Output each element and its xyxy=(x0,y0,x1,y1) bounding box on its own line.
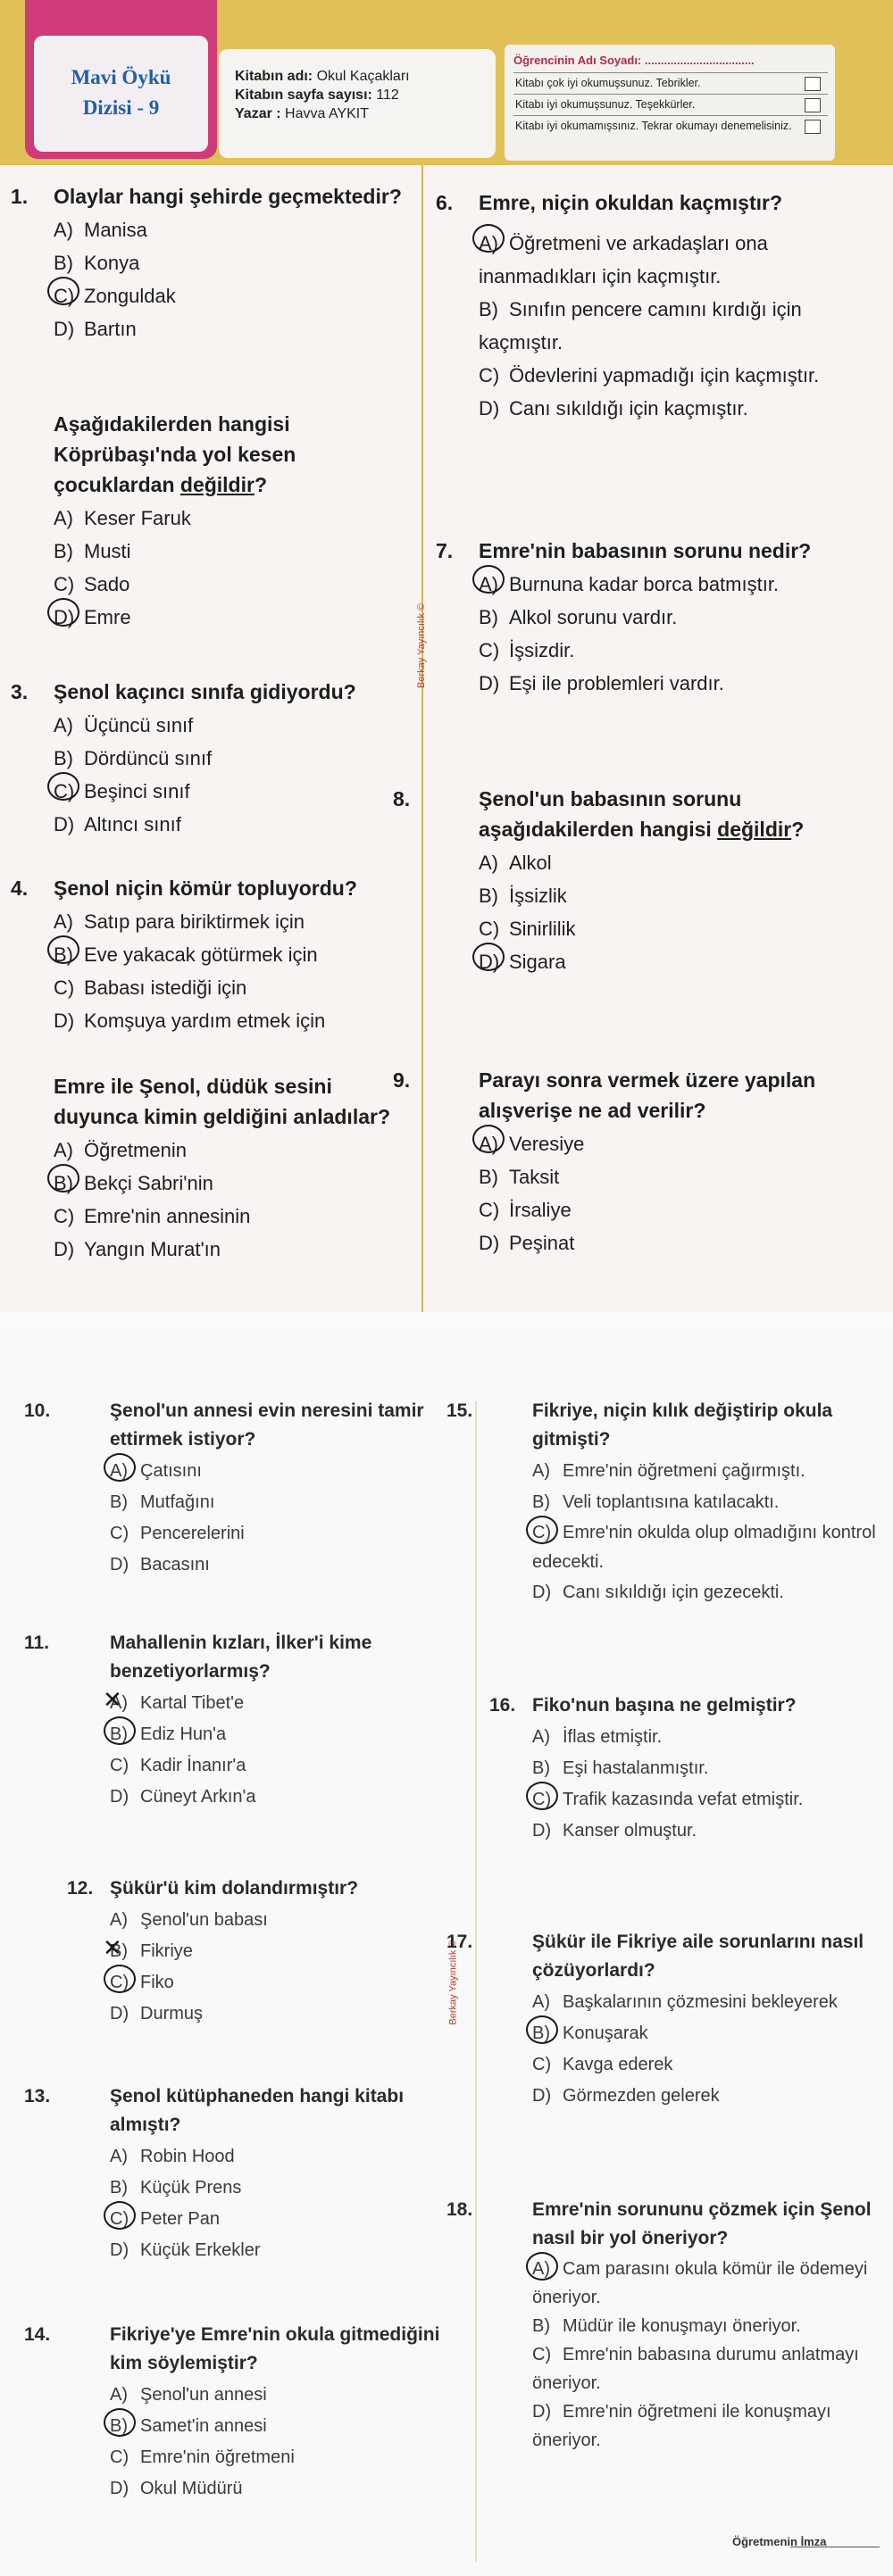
option-selected[interactable]: C) Emre'nin okulda olup olmadığını kontrol edecekti. xyxy=(489,1518,882,1577)
option-selected[interactable]: B) Ediz Hun'a xyxy=(67,1719,464,1750)
question-2: Aşağıdakilerden hangisi Köprübaşı'nda yol kesen çocuklardan değildir? A) Keser Faruk B) Musti C) Sado D) Emre xyxy=(11,409,408,634)
eval-row: Kitabı iyi okumamışsınız. Tekrar okumayı denemelisiniz. xyxy=(513,115,828,137)
publisher-mark: Berkay Yayıncılık © xyxy=(416,602,427,688)
question-5: Emre ile Şenol, düdük sesini duyunca kimin geldiğini anladılar? A) Öğretmenin B) Bekçi Sabri'nin C) Emre'nin annesinin D) Yangın Murat'ın xyxy=(11,1071,408,1266)
option[interactable]: C) Babası istediği için xyxy=(54,976,247,999)
option[interactable]: B) Veli toplantısına katılacaktı. xyxy=(532,1492,780,1512)
option[interactable]: A) Emre'nin öğretmeni çağırmıştı. xyxy=(532,1461,805,1481)
option-selected[interactable]: C) Zonguldak xyxy=(11,279,408,312)
column-divider xyxy=(475,1401,477,2562)
option[interactable]: C) Sinirlilik xyxy=(479,918,576,940)
student-name-label: Öğrencinin Adı Soyadı: .................................. xyxy=(513,54,755,67)
option[interactable]: D) Altıncı sınıf xyxy=(54,813,181,835)
question-13: 13. Şenol kütüphaneden hangi kitabı almıştı? A) Robin Hood B) Küçük Prens C) Peter Pan D) Küçük Erkekler xyxy=(67,2082,464,2266)
option[interactable]: C) Emre'nin öğretmeni xyxy=(110,2447,295,2467)
question-8: 8. Şenol'un babasının sorunu aşağıdakilerden hangisi değildir? A) Alkol B) İşsizlik C) Sinirlilik D) Sigara xyxy=(436,784,829,978)
option[interactable]: A) Şenol'un babası xyxy=(110,1910,268,1930)
option[interactable]: B) Eşi hastalanmıştır. xyxy=(532,1758,709,1778)
column-divider xyxy=(421,165,423,1317)
option[interactable]: C) İşsizdir. xyxy=(479,639,575,661)
option-selected[interactable]: D) Emre xyxy=(11,601,408,634)
question-17: 17. Şükür ile Fikriye aile sorunlarını nasıl çözüyorlardı? A) Başkalarının çözmesini bekleyerek B) Konuşarak C) Kavga ederek D) Görmezden gelerek xyxy=(489,1928,882,2112)
option[interactable]: C) Kavga ederek xyxy=(532,2055,673,2074)
option[interactable]: B) Konya xyxy=(54,252,140,274)
option[interactable]: D) Komşuya yardım etmek için xyxy=(54,1010,326,1032)
question-4: 4. Şenol niçin kömür topluyordu? A) Satıp para biriktirmek için B) Eve yakacak götürmek için C) Babası istediği için D) Komşuya yardım etmek için xyxy=(11,873,408,1037)
option[interactable]: D) Kanser olmuştur. xyxy=(532,1821,697,1841)
option[interactable]: D) Eşi ile problemleri vardır. xyxy=(479,672,724,694)
option[interactable]: B) Müdür ile konuşmayı öneriyor. xyxy=(532,2316,801,2336)
option[interactable]: B) Musti xyxy=(54,540,131,562)
option[interactable]: B) Sınıfın pencere camını kırdığı için kaçmıştır. xyxy=(479,298,802,353)
question-11: 11. Mahallenin kızları, İlker'i kime benzetiyorlarmış? A) ✕ Kartal Tibet'e B) Ediz Hun'a C) Kadir İnanır'a D) Cüneyt Arkın'a xyxy=(67,1629,464,1813)
option[interactable]: B) İşsizlik xyxy=(479,885,567,907)
option[interactable]: B) Küçük Prens xyxy=(110,2178,242,2198)
option-selected[interactable]: C) Peter Pan xyxy=(67,2204,464,2235)
option-selected[interactable]: A) Burnuna kadar borca batmıştır. xyxy=(436,568,829,601)
option[interactable]: D) Bartın xyxy=(54,318,137,340)
question-12: 12. Şükür'ü kim dolandırmıştır? A) Şenol'un babası B) ✕ Fikriye C) Fiko D) Durmuş xyxy=(67,1874,464,2030)
eval-checkbox[interactable] xyxy=(805,98,821,112)
question-6: 6. Emre, niçin okuldan kaçmıştır? A) Öğretmeni ve arkadaşları ona inanmadıkları için kaçmıştır. B) Sınıfın pencere camını kırdığı için kaçmıştır. C) Ödevlerini yapmadığı için kaçmıştır. D) Canı sıkıldığı için kaçmıştır. xyxy=(436,187,829,425)
option[interactable]: A) Robin Hood xyxy=(110,2147,235,2166)
option[interactable]: A) İflas etmiştir. xyxy=(532,1727,663,1747)
option[interactable]: D) Canı sıkıldığı için kaçmıştır. xyxy=(479,397,748,420)
option[interactable]: D) Canı sıkıldığı için gezecekti. xyxy=(532,1583,784,1602)
option-selected[interactable]: A) Çatısını xyxy=(67,1456,464,1487)
option-selected[interactable]: B) Konuşarak xyxy=(489,2018,882,2049)
option-crossed[interactable]: B) ✕ Fikriye xyxy=(67,1936,464,1967)
page-count: 112 xyxy=(376,87,399,103)
question-16: 16. Fiko'nun başına ne gelmiştir? A) İflas etmiştir. B) Eşi hastalanmıştır. C) Trafik kazasında vefat etmiştir. D) Kanser olmuştur. xyxy=(489,1691,882,1847)
student-evaluation-box xyxy=(505,45,835,161)
teacher-signature-label: Öğretmenin İmza xyxy=(732,2535,827,2548)
book-info: Kitabın adı: Okul Kaçakları Kitabın sayfa sayısı: 112 Yazar : Havva AYKIT xyxy=(219,49,496,158)
eval-row: Kitabı çok iyi okumuşsunuz. Tebrikler. xyxy=(513,72,828,94)
question-7: 7. Emre'nin babasının sorunu nedir? A) Burnuna kadar borca batmıştır. B) Alkol sorunu vardır. C) İşsizdir. D) Eşi ile problemleri vardır. xyxy=(436,536,829,700)
option[interactable]: D) Bacasını xyxy=(110,1555,210,1575)
option[interactable]: D) Peşinat xyxy=(479,1232,575,1254)
option[interactable]: B) Dördüncü sınıf xyxy=(54,747,213,769)
option[interactable]: C) Kadir İnanır'a xyxy=(110,1756,246,1775)
option[interactable]: D) Görmezden gelerek xyxy=(532,2086,720,2106)
eval-checkbox[interactable] xyxy=(805,120,821,134)
eval-checkbox[interactable] xyxy=(805,77,821,91)
series-sticker xyxy=(25,0,217,159)
option[interactable]: C) Ödevlerini yapmadığı için kaçmıştır. xyxy=(479,364,820,386)
option-selected[interactable]: B) Bekçi Sabri'nin xyxy=(11,1167,408,1200)
question-3: 3. Şenol kaçıncı sınıfa gidiyordu? A) Üçüncü sınıf B) Dördüncü sınıf C) Beşinci sınıf D) Altıncı sınıf xyxy=(11,677,408,841)
option[interactable]: A) Öğretmenin xyxy=(54,1139,187,1161)
option-crossed[interactable]: A) ✕ Kartal Tibet'e xyxy=(67,1688,464,1719)
publisher-mark: Berkay Yayıncılık © xyxy=(447,1940,459,2025)
option-selected[interactable]: A) Veresiye xyxy=(436,1127,829,1160)
question-10: 10. Şenol'un annesi evin neresini tamir ettirmek istiyor? A) Çatısını B) Mutfağını C) Pencerelerini D) Bacasını xyxy=(67,1397,464,1581)
option[interactable]: B) Mutfağını xyxy=(110,1492,215,1512)
option[interactable]: A) Keser Faruk xyxy=(54,507,191,529)
option[interactable]: D) Durmuş xyxy=(110,2004,204,2023)
option-selected[interactable]: B) Eve yakacak götürmek için xyxy=(11,938,408,971)
option[interactable]: A) Manisa xyxy=(54,219,147,241)
question-9: 9. Parayı sonra vermek üzere yapılan alışverişe ne ad verilir? A) Veresiye B) Taksit C) İrsaliye D) Peşinat xyxy=(436,1065,829,1259)
question-15: 15. Fikriye, niçin kılık değiştirip okula gitmişti? A) Emre'nin öğretmeni çağırmıştı. B) Veli toplantısına katılacaktı. C) Emre'nin okulda olup olmadığını kontrol edecekti. D) Canı sıkıldığı için gezecekti. xyxy=(489,1397,882,1608)
option-selected[interactable]: C) Beşinci sınıf xyxy=(11,775,408,808)
option-selected[interactable]: B) Samet'in annesi xyxy=(67,2411,464,2442)
series-name: Mavi Öykü Dizisi - 9 xyxy=(71,66,171,119)
question-1: 1. Olaylar hangi şehirde geçmektedir? A) Manisa B) Konya C) Zonguldak D) Bartın xyxy=(11,181,408,345)
option[interactable]: A) Üçüncü sınıf xyxy=(54,714,194,736)
option[interactable]: D) Yangın Murat'ın xyxy=(54,1238,221,1260)
option[interactable]: C) Sado xyxy=(54,573,130,595)
eval-row: Kitabı iyi okumuşsunuz. Teşekkürler. xyxy=(513,94,828,115)
option-selected[interactable]: C) Fiko xyxy=(67,1967,464,1998)
book-name: Okul Kaçakları xyxy=(316,69,410,84)
question-18: 18. Emre'nin sorununu çözmek için Şenol nasıl bir yol öneriyor? A) Cam parasını okula kömür ile ödemeyi öneriyor. B) Müdür ile konuşmayı öneriyor. C) Emre'nin babasına durumu anlatmayı öneriyor. D) Emre'nin öğretmeni ile konuşmayı öneriyor. xyxy=(489,2196,882,2455)
question-14: 14. Fikriye'ye Emre'nin okula gitmediğini kim söylemiştir? A) Şenol'un annesi B) Samet'in annesi C) Emre'nin öğretmeni D) Okul Müdürü xyxy=(67,2321,464,2505)
option[interactable]: C) Emre'nin annesinin xyxy=(54,1205,251,1227)
option[interactable]: B) Taksit xyxy=(479,1166,560,1188)
option-selected[interactable]: A) Öğretmeni ve arkadaşları ona inanmadıkları için kaçmıştır. xyxy=(436,227,829,293)
option[interactable]: C) İrsaliye xyxy=(479,1199,572,1221)
option[interactable]: B) Alkol sorunu vardır. xyxy=(479,606,678,628)
option[interactable]: C) Emre'nin babasına durumu anlatmayı öneriyor. xyxy=(532,2345,859,2393)
option[interactable]: D) Cüneyt Arkın'a xyxy=(110,1787,256,1807)
option[interactable]: D) Emre'nin öğretmeni ile konuşmayı öneriyor. xyxy=(532,2402,831,2450)
option-selected[interactable]: D) Sigara xyxy=(436,945,829,978)
author: Havva AYKIT xyxy=(285,106,370,121)
option[interactable]: D) Okul Müdürü xyxy=(110,2479,243,2498)
option-selected[interactable]: C) Trafik kazasında vefat etmiştir. xyxy=(489,1784,882,1816)
option[interactable]: A) Başkalarının çözmesini bekleyerek xyxy=(532,1992,838,2012)
option[interactable]: A) Şenol'un annesi xyxy=(110,2385,267,2405)
option[interactable]: C) Pencerelerini xyxy=(110,1524,245,1543)
option[interactable]: D) Küçük Erkekler xyxy=(110,2240,261,2260)
option[interactable]: A) Satıp para biriktirmek için xyxy=(54,910,305,933)
option-selected[interactable]: A) Cam parasını okula kömür ile ödemeyi öneriyor. xyxy=(489,2255,882,2312)
option[interactable]: A) Alkol xyxy=(479,852,552,874)
